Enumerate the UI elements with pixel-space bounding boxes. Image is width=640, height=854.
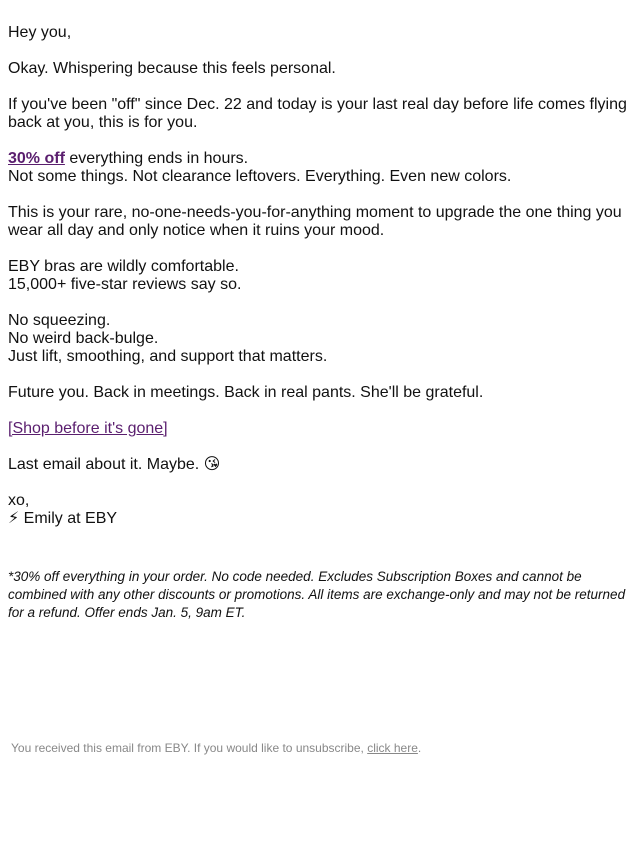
disclaimer: *30% off everything in your order. No code needed. Excludes Subscription Boxes and cannot be combined with any other discounts or promotions. All items are exchange-only and may not be returned for a refund. Offer ends Jan. 5, 9am ET. [8,569,626,620]
offer-line-2: Not some things. Not clearance leftovers. Everything. Even new colors. [8,168,512,185]
future-paragraph: Future you. Back in meetings. Back in real pants. She'll be grateful. [8,384,484,401]
offer-paragraph [8,150,632,186]
footer [11,740,631,756]
email-body [8,24,632,546]
offer-text: everything ends in hours. [64,150,249,167]
signoff-xo: xo, [8,492,30,509]
footer-end: . [417,741,422,755]
benefit-2: No weird back-bulge. [8,330,159,347]
offer-link[interactable]: 30% off [8,150,65,167]
intro-line: Okay. Whispering because this feels personal. [8,60,336,77]
reviews-line-1: EBY bras are wildly comfortable. [8,258,239,275]
cta-paragraph [8,420,632,438]
offer-line [8,150,632,168]
benefit-3: Just lift, smoothing, and support that matters. [8,348,328,365]
unsubscribe-link[interactable]: click here [367,741,418,755]
shop-button[interactable]: [Shop before it's gone] [8,420,168,437]
moment-paragraph: This is your rare, no-one-needs-you-for-anything moment to upgrade the one thing you wear all day and only notice when it ruins your mood. [8,204,622,239]
signoff [8,492,632,528]
benefit-1: No squeezing. [8,312,111,329]
benefits-paragraph [8,312,632,366]
greeting: Hey you, [8,24,72,41]
reviews-line-2: 15,000+ five-star reviews say so. [8,276,242,293]
off-paragraph: If you've been "off" since Dec. 22 and today is your last real day before life comes flying back at you, this is for you. [8,96,627,131]
last-email-line: Last email about it. Maybe. 😘 [8,456,221,473]
reviews-paragraph [8,258,632,294]
signoff-name: ⚡ Emily at EBY [8,510,118,527]
footer-text: You received this email from EBY. If you would like to unsubscribe, [11,741,368,755]
